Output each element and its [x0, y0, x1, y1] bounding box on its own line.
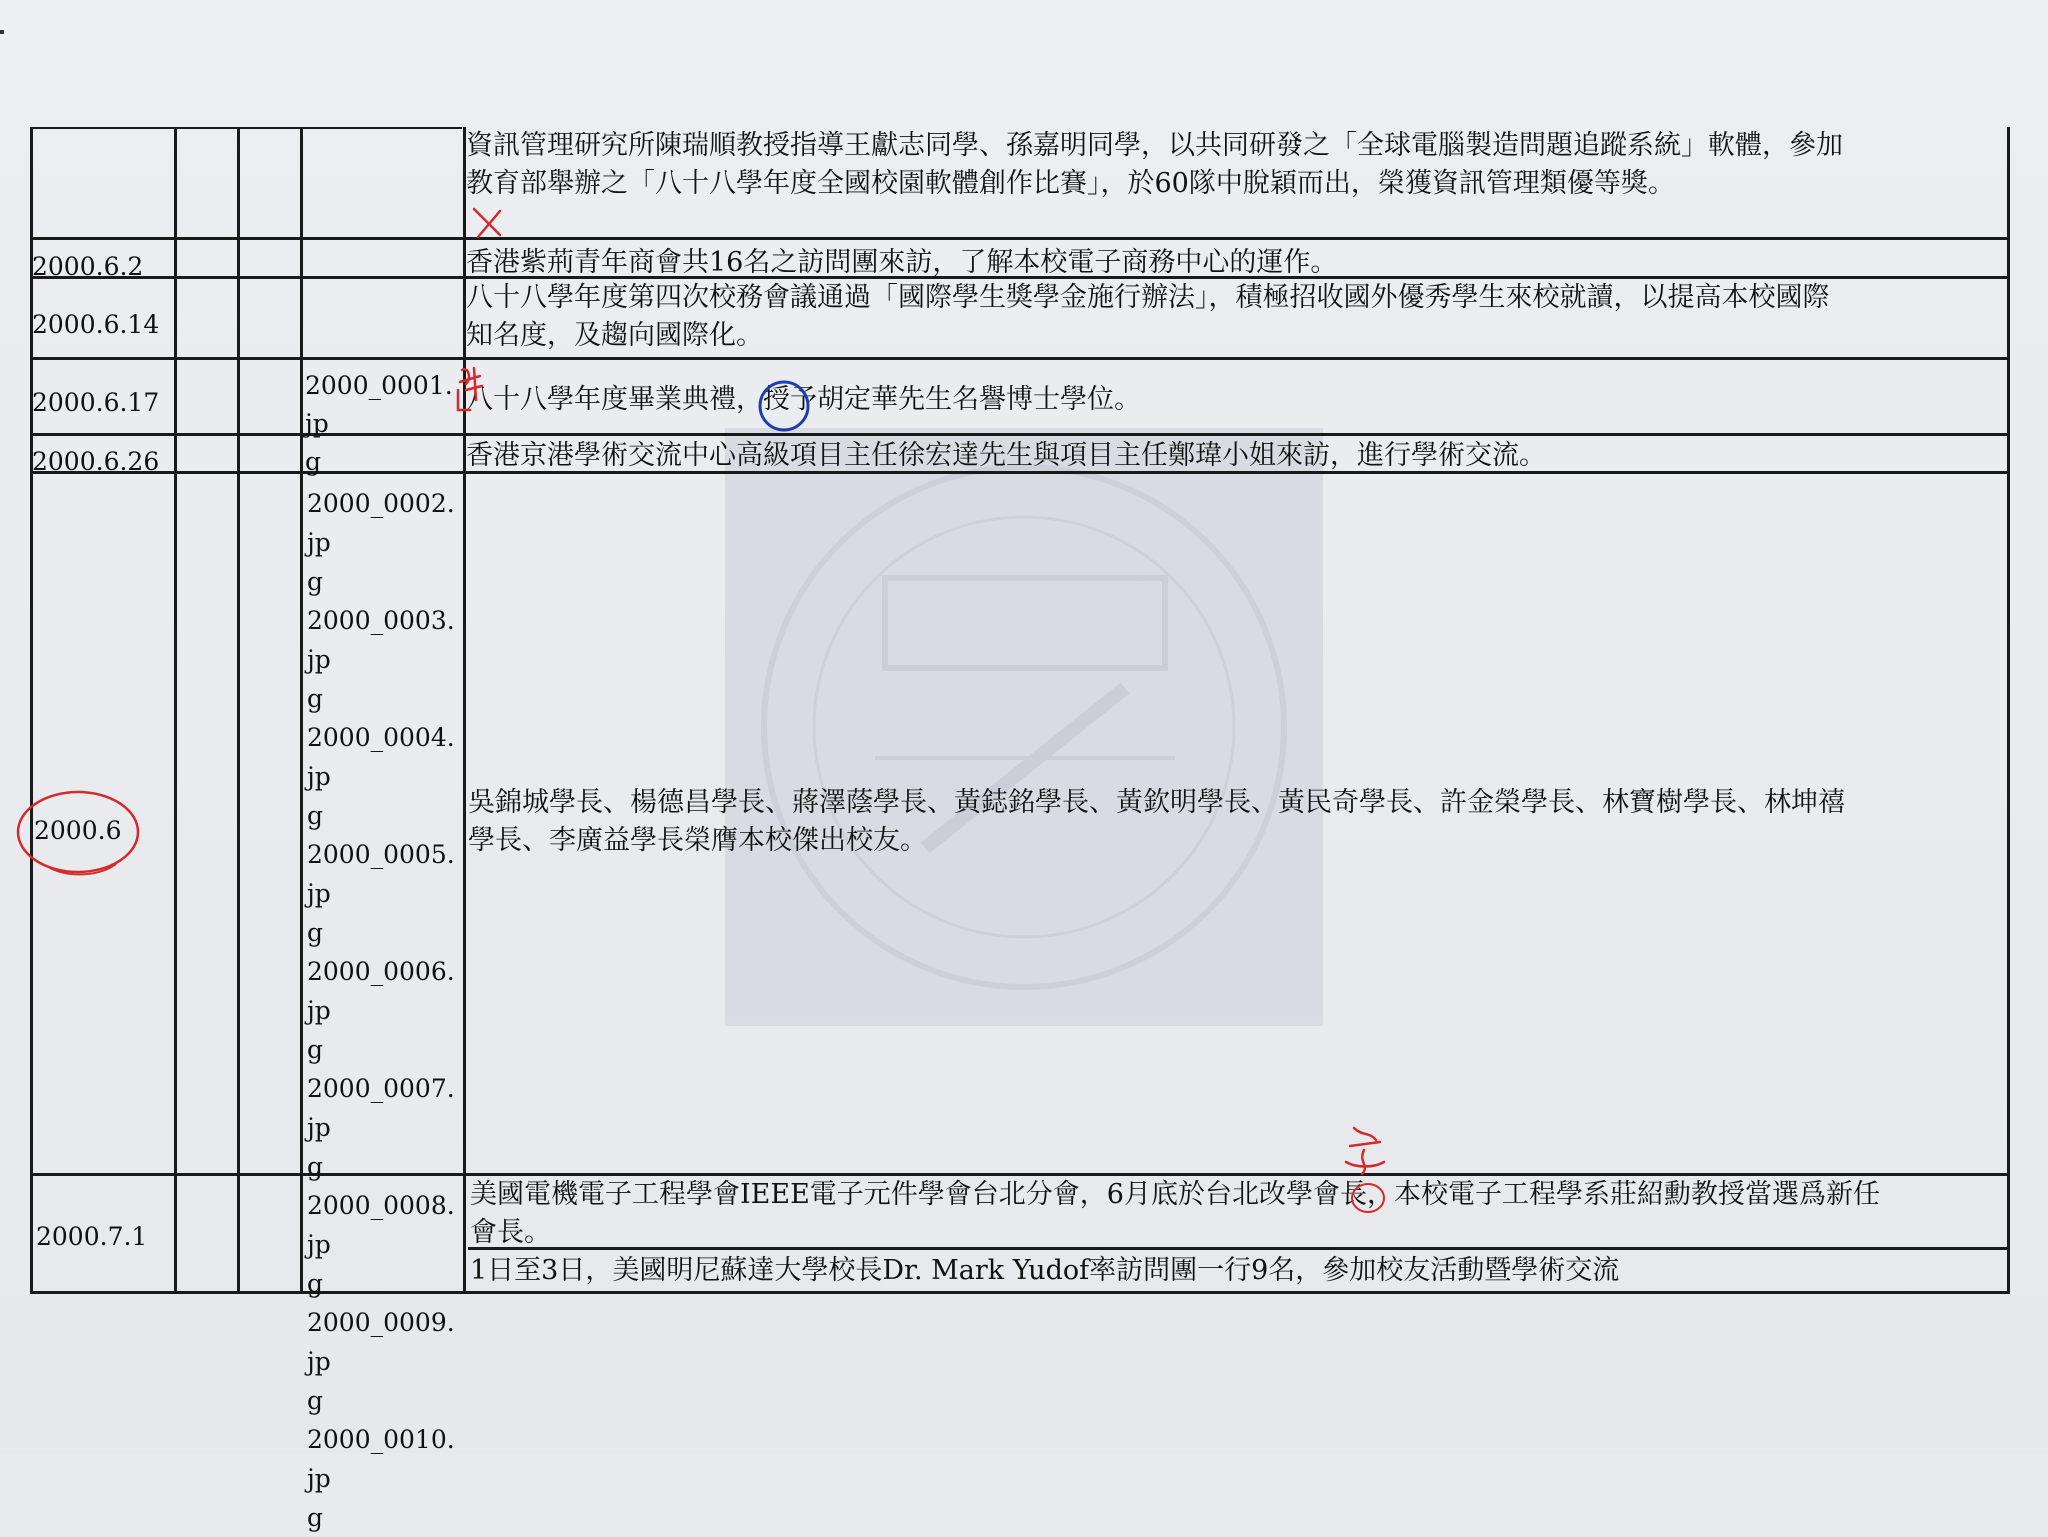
date-cell: 2000.6 — [34, 816, 122, 845]
date-cell: 2000.6.2 — [32, 252, 144, 281]
col-line — [174, 127, 177, 1294]
watermark-seal — [725, 428, 1323, 1026]
date-cell: 2000.7.1 — [36, 1222, 148, 1251]
scan-speck — [0, 30, 4, 34]
event-text: 香港紫荊青年商會共16名之訪問團來訪，了解本校電子商務中心的運作。 — [466, 247, 1338, 278]
date-cell: 2000.6.17 — [32, 388, 160, 417]
row-line — [30, 237, 2010, 240]
col-line — [30, 127, 33, 1294]
event-text: 吳錦城學長、楊德昌學長、蔣澤蔭學長、黃鋕銘學長、黃欽明學長、黃民奇學長、許金榮學長、林寶樹學長、林坤禧 學長、李廣益學長榮膺本校傑出校友。 — [468, 787, 1845, 856]
filename-cell: 2000_0001.jp g — [305, 371, 453, 476]
filename-cell: 2000_0002.jp g 2000_0003.jp g 2000_0004.jp g 2000_0005.jp g 2000_0006.jp g 2000_0007.jp g 2000_0008.jp g 2000_0009.jp g 2000_0010.jp g — [307, 489, 455, 1532]
col-line — [237, 127, 240, 1294]
red-x-mark — [470, 205, 506, 241]
date-cell: 2000.6.26 — [32, 447, 160, 476]
event-text: 1日至3日，美國明尼蘇達大學校長Dr. Mark Yudof率訪問團一行9名，參加校友活動暨學術交流 — [470, 1255, 1620, 1286]
col-line — [300, 127, 303, 1294]
event-text: 資訊管理研究所陳瑞順教授指導王獻志同學、孫嘉明同學，以共同研發之「全球電腦製造問題追蹤系統」軟體，參加 教育部舉辦之「八十八學年度全國校園軟體創作比賽」，於60隊中脫穎而出，榮獲資訊管理類優等獎。 — [466, 130, 1843, 199]
event-text: 八十八學年度畢業典禮，授予胡定華先生名譽博士學位。 — [466, 384, 1141, 415]
row-line — [30, 357, 2010, 360]
event-text: 香港京港學術交流中心高級項目主任徐宏達先生與項目主任鄭瑋小姐來訪，進行學術交流。 — [466, 440, 1546, 471]
table-top-line-left — [30, 127, 462, 129]
event-text: 八十八學年度第四次校務會議通過「國際學生獎學金施行辦法」，積極招收國外優秀學生來校就讀，以提高本校國際 知名度，及趨向國際化。 — [466, 282, 1830, 351]
date-cell: 2000.6.14 — [32, 310, 160, 339]
event-text: 美國電機電子工程學會IEEE電子元件學會台北分會，6月底於台北改學會長，本校電子工程學系莊紹勳教授當選爲新任 會長。 — [470, 1179, 1880, 1248]
col-line — [2007, 127, 2010, 1294]
